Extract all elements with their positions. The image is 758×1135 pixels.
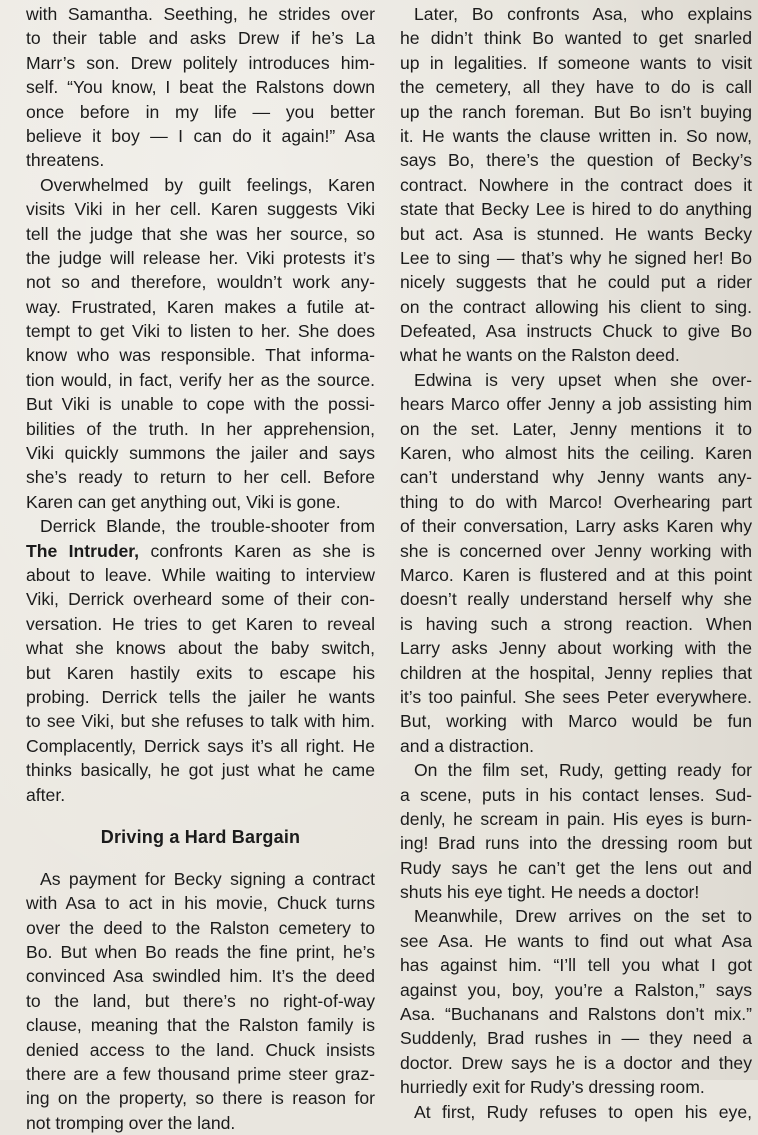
text-line: know who was responsible. That informa- — [26, 345, 375, 366]
text-line: not so and therefore, wouldn’t work any- — [26, 272, 375, 293]
text-line: At first, Rudy refuses to open his eye, — [414, 1101, 752, 1122]
text-line: Rudy says he can’t get the lens out and — [400, 857, 752, 878]
text-line: has against him. “I’ll tell you what I got — [400, 955, 752, 976]
text-line: to see Viki, but she refuses to talk with him. — [26, 711, 375, 732]
text-line: with Asa to act in his movie, Chuck turns — [26, 893, 375, 914]
text-line: but act. Asa is stunned. He wants Becky — [400, 223, 752, 244]
text-line: Marco. Karen is flustered and at this point — [400, 564, 752, 585]
text-line: he didn’t think Bo wanted to get snarled — [400, 28, 752, 49]
text-line: tell the judge that she was her source, so — [26, 223, 375, 244]
text-line: Karen, who almost hits the ceiling. Karen — [400, 443, 752, 464]
text-line: self. “You know, I beat the Ralstons down — [26, 77, 375, 98]
text-line: denied access to the land. Chuck insists — [26, 1039, 375, 1060]
text-line: there are a few thousand prime steer graz- — [26, 1064, 375, 1085]
text-line: As payment for Becky signing a contract — [40, 868, 375, 889]
text-line: Karen can get anything out, Viki is gone. — [26, 491, 341, 512]
text-line: Meanwhile, Drew arrives on the set to — [414, 906, 752, 927]
section-heading: Driving a Hard Bargain — [100, 826, 301, 847]
text-line: Bo. But when Bo reads the fine print, he’s — [26, 942, 375, 963]
text-line: clause, meaning that the Ralston family is — [26, 1015, 375, 1036]
text-line: Lee to sing — that’s why he signed her! Bo — [400, 247, 752, 268]
text-line: about to leave. While waiting to interview — [26, 564, 375, 585]
text-line: says Bo, there’s the question of Becky’s — [400, 150, 752, 171]
text-line: a scene, puts in his contact lenses. Sud- — [400, 784, 752, 805]
text-line: visits Viki in her cell. Karen suggests Viki — [26, 199, 375, 220]
text-line: the cemetery, all they have to do is call — [400, 77, 752, 98]
text-line: up in legalities. If someone wants to visit — [400, 52, 752, 73]
text-line: the judge will release her. Viki protests it’s — [26, 247, 375, 268]
text-line: hears Marco offer Jenny a job assisting him — [400, 394, 752, 415]
text-line: can’t understand why Jenny wants any- — [400, 467, 752, 488]
text-line: Marr’s son. Drew politely introduces him- — [26, 52, 375, 73]
text-line: after. — [26, 784, 66, 805]
text-line: once before in my life — you better — [26, 101, 375, 122]
text-line: up the ranch foreman. But Bo isn’t buying — [400, 101, 752, 122]
text-line: thing to do with Marco! Overhearing part — [400, 491, 752, 512]
text-line: But, working with Marco would be fun — [400, 711, 752, 732]
text-line-with-title — [26, 539, 375, 563]
show-title: The Intruder, — [26, 540, 140, 561]
text-line: contract. Nowhere in the contract does it — [400, 174, 752, 195]
text-line: Edwina is very upset when she over- — [414, 369, 752, 390]
text-line: tempt to get Viki to listen to her. She does — [26, 321, 375, 342]
text-line: tion would, in fact, verify her as the source. — [26, 369, 375, 390]
text-line: what he wants on the Ralston deed. — [400, 345, 680, 366]
section-heading-block — [26, 807, 375, 867]
text-line: children at the hospital, Jenny replies that — [400, 662, 752, 683]
text-line: threatens. — [26, 150, 105, 171]
text-line: hurriedly exit for Rudy’s dressing room. — [400, 1077, 705, 1098]
text-line: Viki, Derrick overheard some of their con- — [26, 589, 375, 610]
text-line: see Asa. He wants to find out what Asa — [400, 930, 752, 951]
text-line: she is concerned over Jenny working with — [400, 540, 752, 561]
text-line: Suddenly, Brad rushes in — they need a — [400, 1028, 752, 1049]
text-line: On the film set, Rudy, getting ready for — [414, 760, 752, 781]
text-fragment: confronts Karen as she is — [139, 540, 375, 561]
text-line: doesn’t really understand herself why she — [400, 589, 752, 610]
text-line: shuts his eye tight. He needs a doctor! — [400, 882, 700, 903]
text-line: is having such a strong reaction. When — [400, 613, 752, 634]
text-line: Defeated, Asa instructs Chuck to give Bo — [400, 321, 752, 342]
text-line: ing! Brad runs into the dressing room but — [400, 833, 752, 854]
text-line: ing on the property, so there is reason for — [26, 1088, 375, 1109]
text-line: Viki quickly summons the jailer and says — [26, 443, 375, 464]
text-line: to their table and asks Drew if he’s La — [26, 28, 375, 49]
text-line: over the deed to the Ralston cemetery to — [26, 917, 375, 938]
left-column — [26, 2, 375, 1135]
text-line: she’s ready to return to her cell. Before — [26, 467, 375, 488]
text-line: not tromping over the land. — [26, 1112, 236, 1133]
text-line: on the set. Later, Jenny mentions it to — [400, 418, 752, 439]
text-line: nicely suggests that he could put a rider — [400, 272, 752, 293]
text-line: and a distraction. — [400, 735, 534, 756]
text-line: convinced Asa swindled him. It’s the deed — [26, 966, 375, 987]
text-line: to the land, but there’s no right-of-way — [26, 990, 375, 1011]
right-column — [400, 2, 752, 1124]
text-line: thinks basically, he got just what he came — [26, 760, 375, 781]
text-line: bilities of the truth. In her apprehension, — [26, 418, 375, 439]
text-line: way. Frustrated, Karen makes a futile at- — [26, 296, 375, 317]
text-line: believe it boy — I can do it again!” Asa — [26, 125, 375, 146]
text-line: Asa. “Buchanans and Ralstons don’t mix.” — [400, 1004, 752, 1025]
text-line: probing. Derrick tells the jailer he wants — [26, 686, 375, 707]
text-line: state that Becky Lee is hired to do anything — [400, 199, 752, 220]
text-line: it. He wants the clause written in. So now, — [400, 125, 752, 146]
text-line: Derrick Blande, the trouble-shooter from — [40, 516, 375, 537]
text-line: Later, Bo confronts Asa, who explains — [414, 4, 752, 24]
text-line: Overwhelmed by guilt feelings, Karen — [40, 174, 375, 195]
text-line: denly, he scream in pain. His eyes is burn- — [400, 808, 752, 829]
text-line: Larry asks Jenny about working with the — [400, 638, 752, 659]
text-line: but Karen hastily exits to escape his — [26, 662, 375, 683]
text-line: it’s too painful. She sees Peter everywhere. — [400, 686, 752, 707]
text-line: with Samantha. Seething, he strides over — [26, 4, 375, 24]
text-line: on the contract allowing his client to sing. — [400, 296, 752, 317]
text-line: what she knows about the baby switch, — [26, 638, 375, 659]
text-line: against you, boy, you’re a Ralston,” says — [400, 979, 752, 1000]
text-line: doctor. Drew says he is a doctor and they — [400, 1052, 752, 1073]
text-line: of their conversation, Larry asks Karen why — [400, 516, 752, 537]
text-line: versation. He tries to get Karen to reveal — [26, 613, 375, 634]
text-line: Complacently, Derrick says it’s all right. He — [26, 735, 375, 756]
text-line: But Viki is unable to cope with the possi- — [26, 394, 375, 415]
